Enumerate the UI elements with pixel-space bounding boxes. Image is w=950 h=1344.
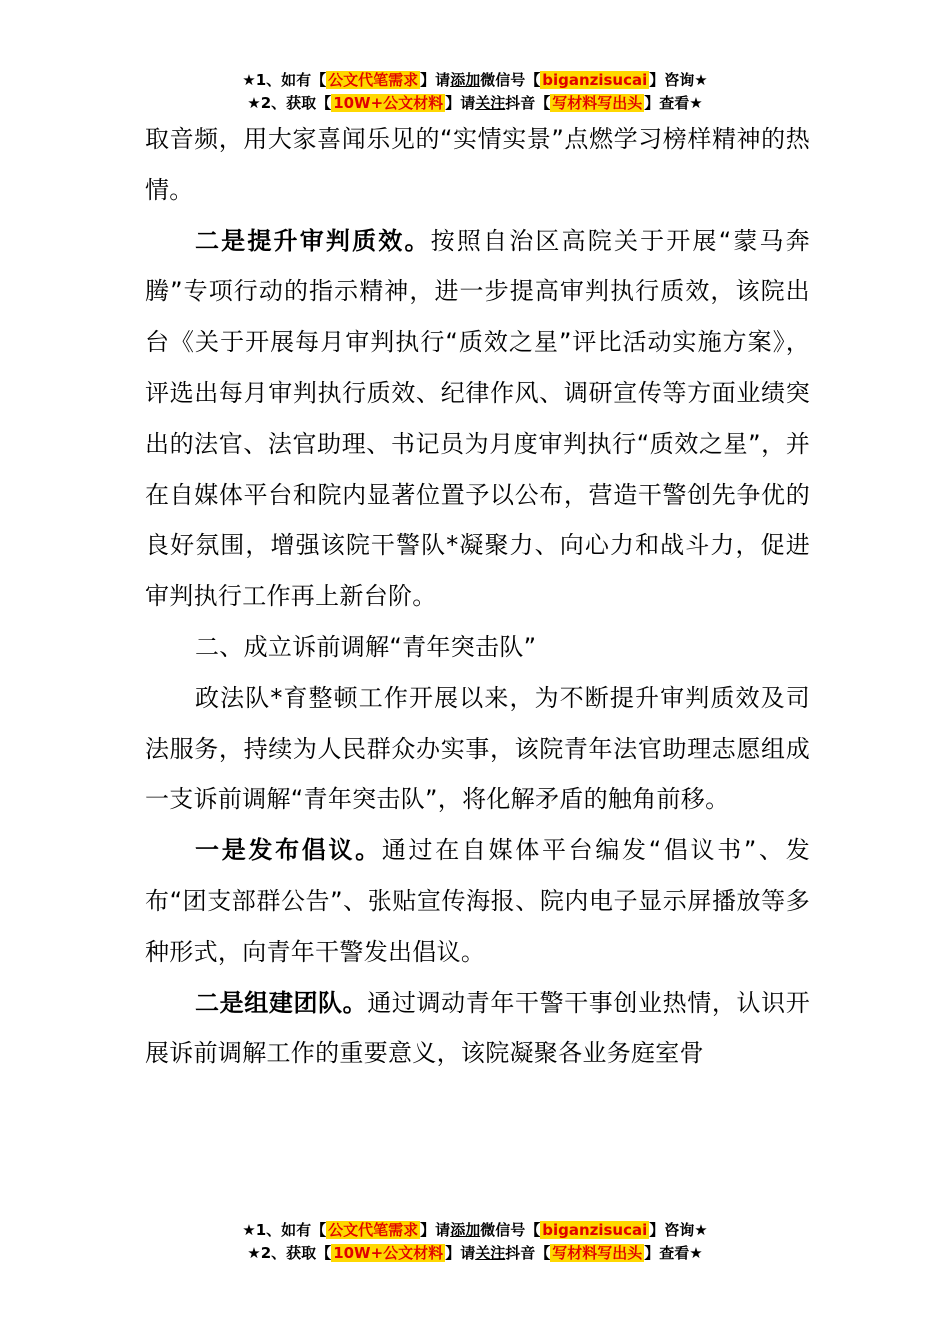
paragraph-lead: 二是提升审判质效。 <box>195 226 431 255</box>
paragraph-initiative: 一是发布倡议。通过在自媒体平台编发“倡议书”、发布“团支部群公告”、张贴宣传海报、院内电子显示屏播放等多种形式，向青年干警发出倡议。 <box>145 836 811 966</box>
banner-highlight: 公文代笔需求 <box>328 1221 419 1239</box>
banner-line-1: ★1、如有【 公文代笔需求 】请添加微信号【 biganzisucai 】咨询★ <box>242 1221 708 1239</box>
banner-line-2: ★2、获取【 10W+公文材料 】请关注抖音【 写材料写出头 】查看★ <box>247 1244 703 1262</box>
paragraph-continued: 取音频，用大家喜闻乐见的“实情实景”点燃学习榜样精神的热情。 <box>145 125 810 204</box>
section-heading: 二、成立诉前调解“青年突击队” <box>195 632 537 661</box>
banner-highlight: 写材料写出头 <box>552 1244 643 1262</box>
paragraph-lead: 二是组建团队。 <box>195 988 368 1017</box>
paragraph-lead: 一是发布倡议。 <box>195 836 382 865</box>
banner-highlight: 公文代笔需求 <box>328 71 419 89</box>
banner-highlight: biganzisucai <box>542 71 648 89</box>
footer-banner <box>0 1219 950 1265</box>
banner-highlight: 10W+公文材料 <box>333 94 444 112</box>
banner-line-2: ★2、获取【 10W+公文材料 】请关注抖音【 写材料写出头 】查看★ <box>247 94 703 112</box>
paragraph-build-team: 二是组建团队。通过调动青年干警干事创业热情，认识开展诉前调解工作的重要意义，该院凝聚各业务庭室骨 <box>145 988 810 1068</box>
document-body <box>145 114 810 1079</box>
banner-line-1: ★1、如有【 公文代笔需求 】请添加微信号【 biganzisucai 】咨询★ <box>242 71 708 89</box>
paragraph-improve-quality: 二是提升审判质效。按照自治区高院关于开展“蒙马奔腾”专项行动的指示精神，进一步提高审判执行质效，该院出台《关于开展每月审判执行“质效之星”评比活动实施方案》，评选出每月审判执行质效、纪律作风、调研宣传等方面业绩突出的法官、法官助理、书记员为月度审判执行“质效之星”，并在自媒体平台和院内显著位置予以公布，营造干警创先争优的良好氛围，增强该院干警队*凝聚力、向心力和战斗力，促进审判执行工作再上新台阶。 <box>145 226 810 611</box>
paragraph-youth-team: 政法队*育整顿工作开展以来，为不断提升审判质效及司法服务，持续为人民群众办实事，该院青年法官助理志愿组成一支诉前调解“青年突击队”，将化解矛盾的触角前移。 <box>145 683 810 814</box>
banner-highlight: 10W+公文材料 <box>333 1244 444 1262</box>
banner-highlight: 写材料写出头 <box>552 94 643 112</box>
header-banner <box>0 69 950 115</box>
banner-highlight: biganzisucai <box>542 1221 648 1239</box>
